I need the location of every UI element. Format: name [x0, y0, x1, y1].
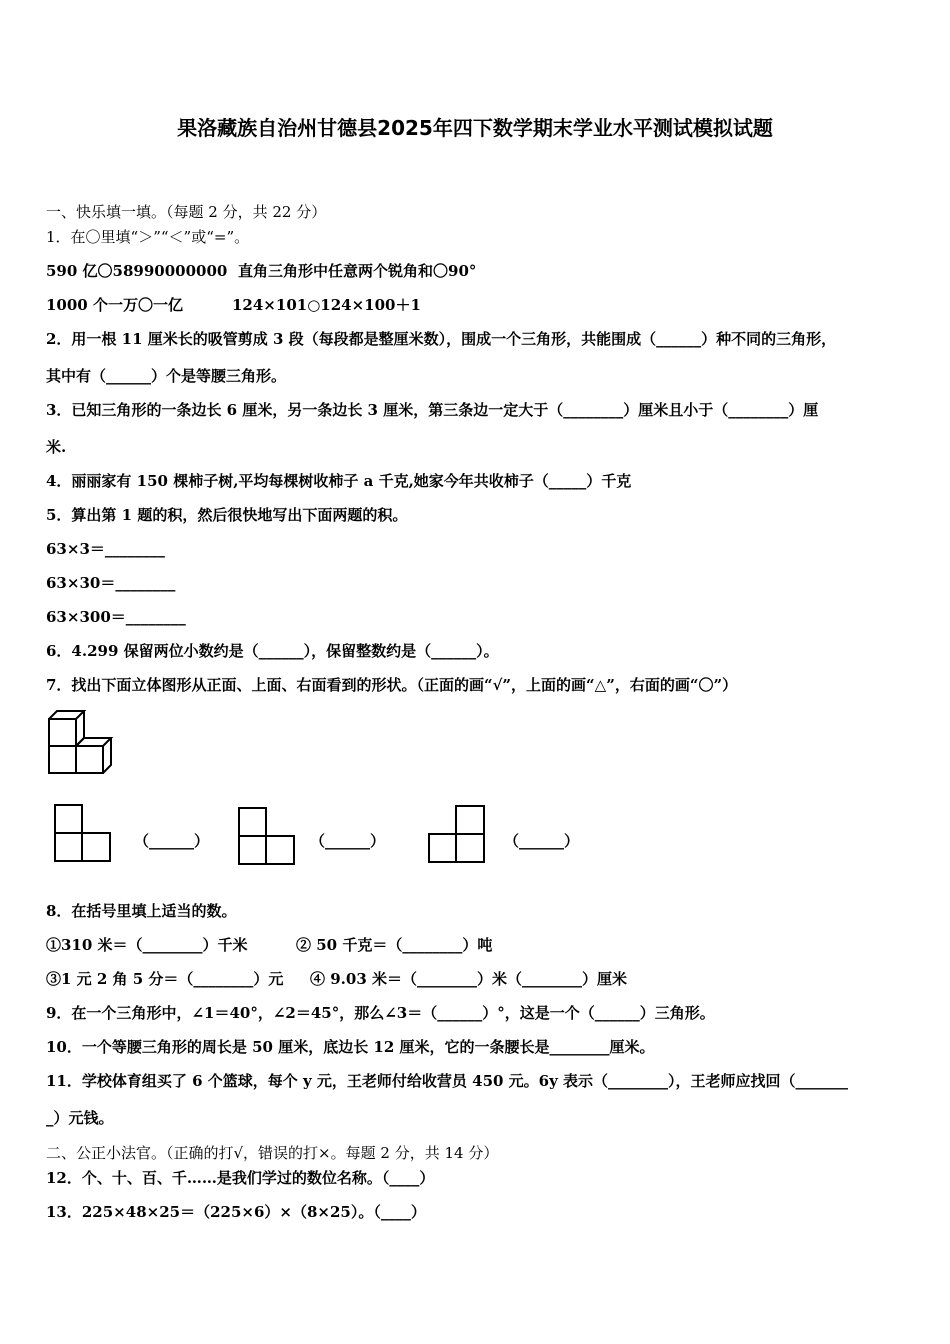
q6-text: 6．4.299 保留两位小数约是（______），保留整数约是（______）。 — [46, 642, 499, 660]
q11-line1: 11．学校体育组买了 6 个篮球，每个 y 元，王老师付给收营员 450 元。6y 表示（________），王老师应找回（_______ — [46, 1072, 849, 1090]
q8-item-d: ④ 9.03 米＝（________）米（________）厘米 — [310, 970, 627, 988]
q7-stem: 7．找出下面立体图形从正面、上面、右面看到的形状。（正面的画“√”，上面的画“△”，右面的画“〇”） — [46, 676, 738, 694]
q8-stem: 8．在括号里填上适当的数。 — [46, 902, 237, 920]
cube-stack-figure — [44, 706, 124, 778]
q1-stem: 1．在〇里填“＞”“＜”或“=”。 — [46, 228, 250, 246]
q5-stem: 5．算出第 1 题的积，然后很快地写出下面两题的积。 — [46, 506, 408, 524]
q1-item-a: 590 亿〇58990000000 — [46, 262, 228, 280]
page-title: 果洛藏族自治州甘德县2025年四下数学期末学业水平测试模拟试题 — [177, 116, 773, 140]
q5-item-b: 63×30＝________ — [46, 574, 176, 592]
q11-line2: _）元钱。 — [46, 1109, 114, 1127]
view-shape-3 — [426, 803, 488, 865]
q1-item-d: 124×101○124×100＋1 — [232, 296, 421, 314]
view-shape-1 — [52, 802, 114, 864]
q12-text: 12．个、十、百、千……是我们学过的数位名称。（____） — [46, 1169, 435, 1187]
q2-line1: 2．用一根 11 厘米长的吸管剪成 3 段（每段都是整厘米数），围成一个三角形，共能围成（______）种不同的三角形， — [46, 330, 837, 348]
view-shape-2 — [236, 805, 298, 867]
q3-line2: 米. — [46, 438, 67, 456]
q7-blank-2[interactable]: （______） — [310, 832, 386, 850]
q7-blank-1[interactable]: （______） — [134, 832, 210, 850]
q8-item-a: ①310 米＝（________）千米 — [46, 936, 248, 954]
section2-header: 二、公正小法官。（正确的打√，错误的打×。每题 2 分，共 14 分） — [46, 1144, 499, 1162]
q13-text: 13．225×48×25＝（225×6）×（8×25）。（____） — [46, 1203, 426, 1221]
q4-text: 4．丽丽家有 150 棵柿子树,平均每棵树收柿子 a 千克,她家今年共收柿子（_____）千克 — [46, 472, 632, 490]
q5-item-c: 63×300＝________ — [46, 608, 186, 626]
q2-line2: 其中有（______）个是等腰三角形。 — [46, 367, 287, 385]
q10-text: 10．一个等腰三角形的周长是 50 厘米，底边长 12 厘米，它的一条腰长是________厘米。 — [46, 1038, 655, 1056]
section1-header: 一、快乐填一填。（每题 2 分，共 22 分） — [46, 203, 327, 221]
q7-blank-3[interactable]: （______） — [504, 832, 580, 850]
q1-item-c: 1000 个一万〇一亿 — [46, 296, 183, 314]
q9-text: 9．在一个三角形中，∠1＝40°，∠2＝45°，那么∠3＝（______）°，这是一个（______）三角形。 — [46, 1004, 715, 1022]
q3-line1: 3．已知三角形的一条边长 6 厘米，另一条边长 3 厘米，第三条边一定大于（________）厘米且小于（________）厘 — [46, 401, 819, 419]
q5-item-a: 63×3＝________ — [46, 540, 165, 558]
q1-item-b: 直角三角形中任意两个锐角和〇90° — [238, 262, 477, 280]
q8-item-c: ③1 元 2 角 5 分＝（________）元 — [46, 970, 284, 988]
q8-item-b: ② 50 千克＝（________）吨 — [296, 936, 493, 954]
